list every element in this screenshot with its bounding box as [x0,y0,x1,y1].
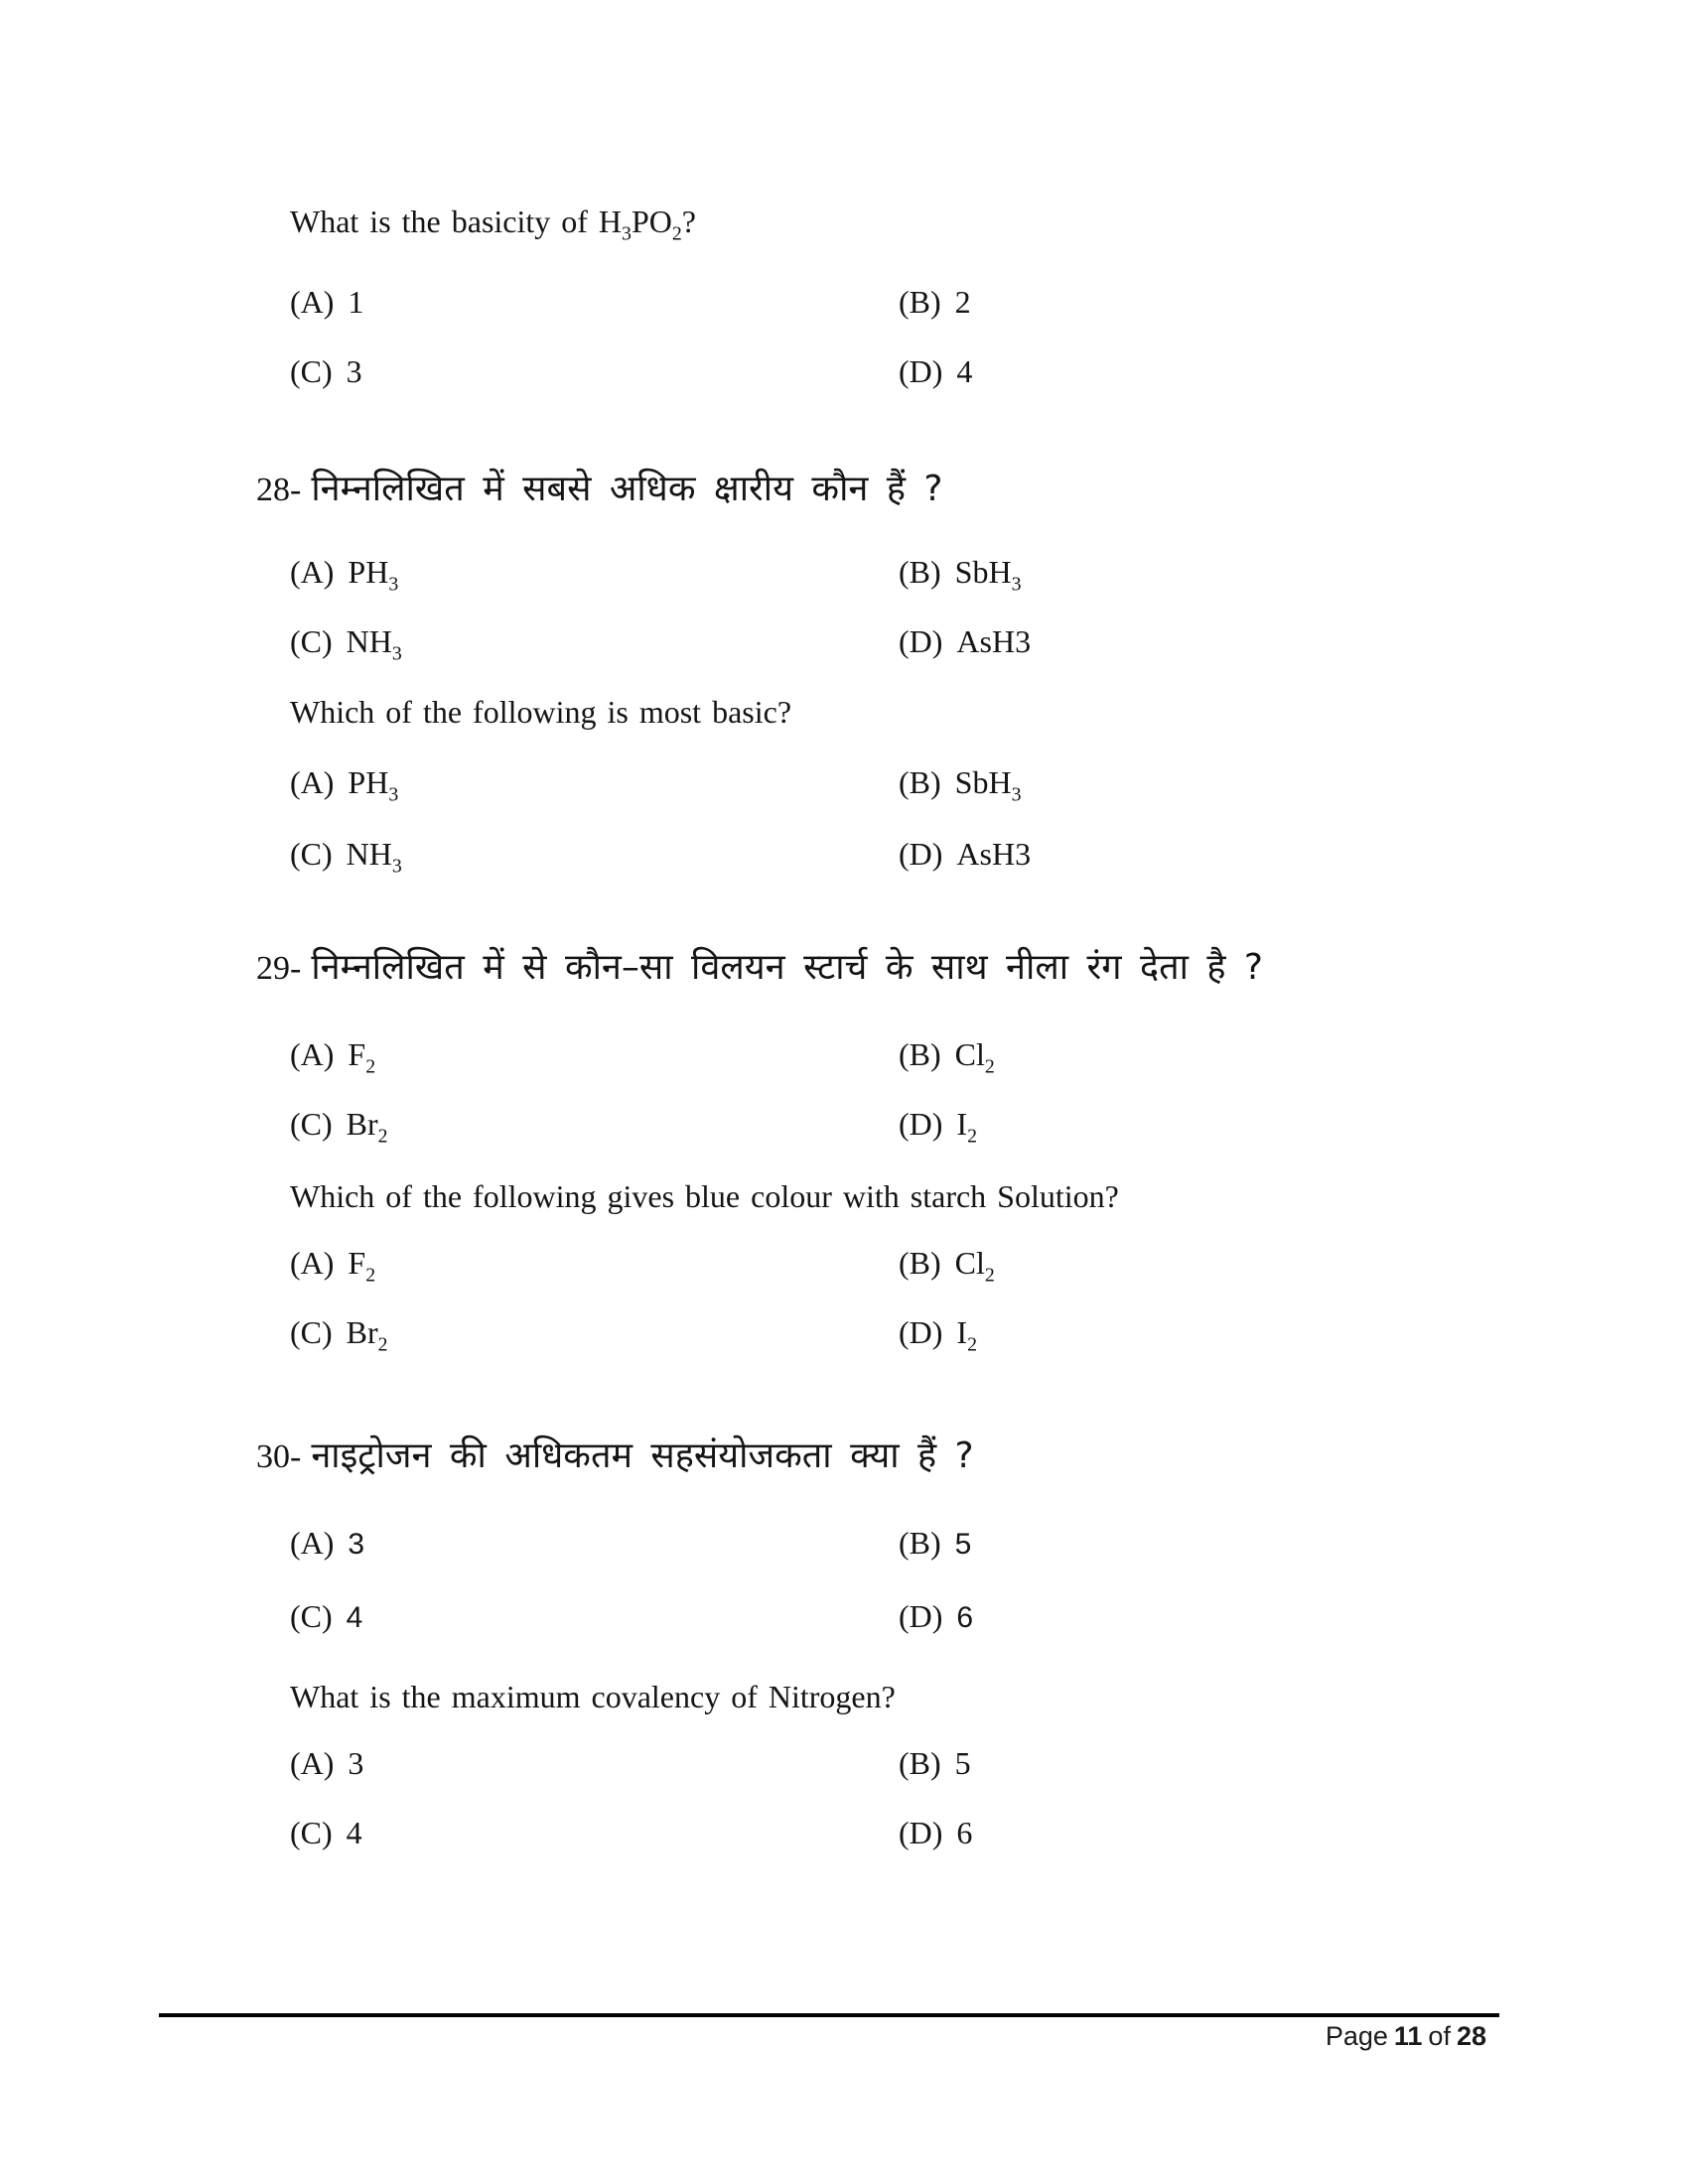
option-value: 3 [348,1528,365,1561]
option-value: 1 [348,284,364,320]
option-value: Br [346,1106,378,1142]
q30-option-b [899,1525,971,1562]
option-value: 5 [954,1528,972,1561]
option-value: 4 [346,1815,362,1850]
option-value: AsH3 [956,623,1032,659]
subscript: 2 [984,1055,995,1078]
question-30-hindi-text: नाइट्रोजन की अधिकतम सहसंयोजकता क्या हैं ? [311,1435,974,1476]
option-value: 2 [954,284,971,320]
question-30-hindi-line [256,1433,974,1480]
q29-option-b [899,1036,995,1078]
q28-option-b-en [899,764,1022,806]
q30-option-c-en [290,1815,362,1851]
page-number-indicator [1326,2021,1486,2052]
option-value: F [348,1036,366,1072]
option-value: 6 [956,1815,973,1850]
q28-option-a [290,554,399,596]
option-label: (C) [290,1106,333,1142]
option-label: (A) [290,1036,335,1072]
q30-option-d-en [899,1815,972,1851]
q28-option-c-en [290,836,402,878]
option-value: 5 [954,1745,971,1781]
option-value: SbH [954,764,1012,800]
option-label: (D) [899,623,943,659]
q27-option-a [290,284,363,321]
option-value: I [956,1106,968,1142]
option-label: (C) [290,623,333,659]
subscript: 2 [671,222,682,245]
q30-option-c [290,1598,362,1635]
option-label: (D) [899,1314,943,1350]
option-value: Cl [954,1245,985,1281]
q29-option-d [899,1106,977,1148]
question-27-english-text [290,203,696,245]
option-label: (B) [899,1036,941,1072]
q27-option-b [899,284,971,321]
option-value: NH [346,836,392,872]
option-label: (B) [899,554,941,590]
question-29-hindi-text: निम्नलिखित में से कौन–सा विलयन स्टार्च के साथ नीला रंग देता है ? [311,947,1264,988]
subscript: 2 [365,1264,376,1287]
question-28-english-text [290,693,791,731]
subscript: 3 [391,855,402,878]
question-text-part: What is the basicity of H [290,204,623,239]
option-label: (C) [290,836,333,872]
option-value: I [956,1314,968,1350]
question-28-hindi-text: निम्नलिखित में सबसे अधिक क्षारीय कौन हैं ? [311,469,943,509]
of-word: of [1428,2021,1451,2051]
option-label: (D) [899,1598,943,1634]
option-label: (C) [290,1598,333,1634]
option-label: (A) [290,1745,335,1781]
question-29-hindi-line [256,945,1263,992]
option-label: (A) [290,284,335,320]
option-value: Br [346,1314,378,1350]
option-label: (A) [290,764,335,800]
option-label: (D) [899,1106,943,1142]
option-value: 6 [956,1601,974,1634]
question-number: 29- [256,950,302,987]
subscript: 2 [377,1125,388,1148]
subscript: 3 [1011,783,1022,806]
q29-option-c [290,1106,388,1148]
question-text-part: PO [631,204,672,239]
question-29-english-text [290,1177,1119,1215]
question-number: 30- [256,1438,302,1475]
q29-option-c-en [290,1314,388,1356]
option-value: Cl [954,1036,985,1072]
q27-option-c [290,353,362,390]
q30-option-a [290,1525,364,1562]
option-label: (D) [899,353,943,389]
option-label: (C) [290,1815,333,1850]
subscript: 3 [388,783,399,806]
q30-option-b-en [899,1745,971,1782]
q28-option-b [899,554,1022,596]
option-value: PH [348,554,389,590]
option-label: (C) [290,353,333,389]
q29-option-d-en [899,1314,977,1356]
page-word: Page [1325,2021,1388,2051]
option-label: (B) [899,284,941,320]
option-value: 4 [956,353,973,389]
question-text-part: What is the maximum covalency of Nitrogen? [290,1679,896,1714]
footer-divider-line [159,2013,1499,2017]
total-page-count: 28 [1456,2021,1486,2051]
option-value: PH [348,764,389,800]
q27-option-d [899,353,972,390]
q29-option-a [290,1036,376,1078]
option-value: F [348,1245,366,1281]
question-30-english-text [290,1678,896,1715]
subscript: 2 [377,1333,388,1356]
question-28-hindi-line [256,467,942,513]
q29-option-a-en [290,1245,376,1287]
question-text-part: Which of the following is most basic? [290,694,792,730]
subscript: 3 [622,222,632,245]
option-label: (A) [290,1245,335,1281]
option-value: 3 [346,353,362,389]
q29-option-b-en [899,1245,995,1287]
option-label: (D) [899,1815,943,1850]
option-value: AsH3 [956,836,1032,872]
option-label: (A) [290,554,335,590]
current-page-number: 11 [1393,2021,1423,2051]
subscript: 3 [391,642,402,665]
option-value: SbH [954,554,1012,590]
option-value: NH [346,623,392,659]
q28-option-c [290,623,402,665]
option-label: (B) [899,764,941,800]
subscript: 2 [984,1264,995,1287]
q30-option-a-en [290,1745,363,1782]
subscript: 2 [365,1055,376,1078]
q28-option-a-en [290,764,399,806]
option-label: (B) [899,1745,941,1781]
option-label: (B) [899,1245,941,1281]
question-text-part: ? [681,204,696,239]
q30-option-d [899,1598,973,1635]
subscript: 3 [1011,573,1022,596]
subscript: 2 [967,1125,977,1148]
subscript: 3 [388,573,399,596]
option-value: 3 [348,1745,364,1781]
option-label: (C) [290,1314,333,1350]
option-label: (D) [899,836,943,872]
question-number: 28- [256,472,302,508]
question-text-part: Which of the following gives blue colour with starch Solution? [290,1178,1119,1214]
subscript: 2 [967,1333,977,1356]
option-value: 4 [346,1601,363,1634]
q28-option-d-en [899,836,1031,873]
option-label: (B) [899,1525,941,1561]
q28-option-d [899,623,1031,660]
option-label: (A) [290,1525,335,1561]
